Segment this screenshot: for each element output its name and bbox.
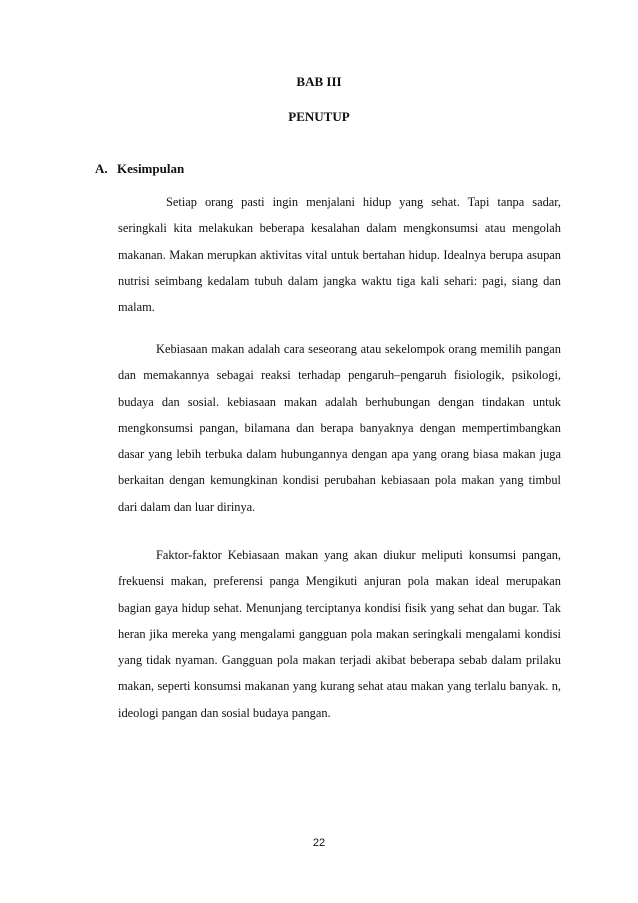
page-number: 22 [312, 837, 326, 849]
chapter-number: BAB III [296, 74, 342, 89]
paragraph-1: Setiap orang pasti ingin menjalani hidup yang sehat. Tapi tanpa sadar, seringkali kita melakukan beberapa kesalahan dalam mengkonsumsi atau mengolah makanan. Makan merupkan aktivitas vital untuk bertahan hidup. Idealnya berupa asupan nutrisi seimbang kedalam tubuh dalam jangka waktu tiga kali sehari: pagi, siang dan malam. [118, 195, 561, 315]
paragraph-2: Kebiasaan makan adalah cara seseorang atau sekelompok orang memilih pangan dan memakannya sebagai reaksi terhadap pengaruh–pengaruh fisiologik, psikologi, budaya dan sosial. kebiasaan makan adalah berhubungan dengan tindakan untuk mengkonsumsi pangan, bilamana dan berapa banyaknya dengan mempertimbangkan dasar yang lebih terbuka dalam hubungannya dengan apa yang orang biasa makan juga berkaitan dengan kemungkinan kondisi perubahan kebiasaan pola makan yang timbul dari dalam dan luar dirinya. [118, 342, 561, 514]
paragraph-3: Faktor-faktor Kebiasaan makan yang akan diukur meliputi konsumsi pangan, frekuensi makan, preferensi panga Mengikuti anjuran pola makan ideal merupakan bagian gaya hidup sehat. Menunjang terciptanya kondisi fisik yang sehat dan bugar. Tak heran jika mereka yang mengalami gangguan pola makan seringkali mengalami kondisi yang tidak nyaman. Gangguan pola makan terjadi akibat beberapa sebab dalam prilaku makan, seperti konsumsi makanan yang kurang sehat atau makan yang terlalu banyak. n, ideologi pangan dan sosial budaya pangan. [118, 548, 561, 720]
section-marker: A. [95, 161, 108, 176]
chapter-title: PENUTUP [288, 109, 350, 124]
section-title: Kesimpulan [117, 161, 185, 176]
section-heading [95, 161, 184, 177]
